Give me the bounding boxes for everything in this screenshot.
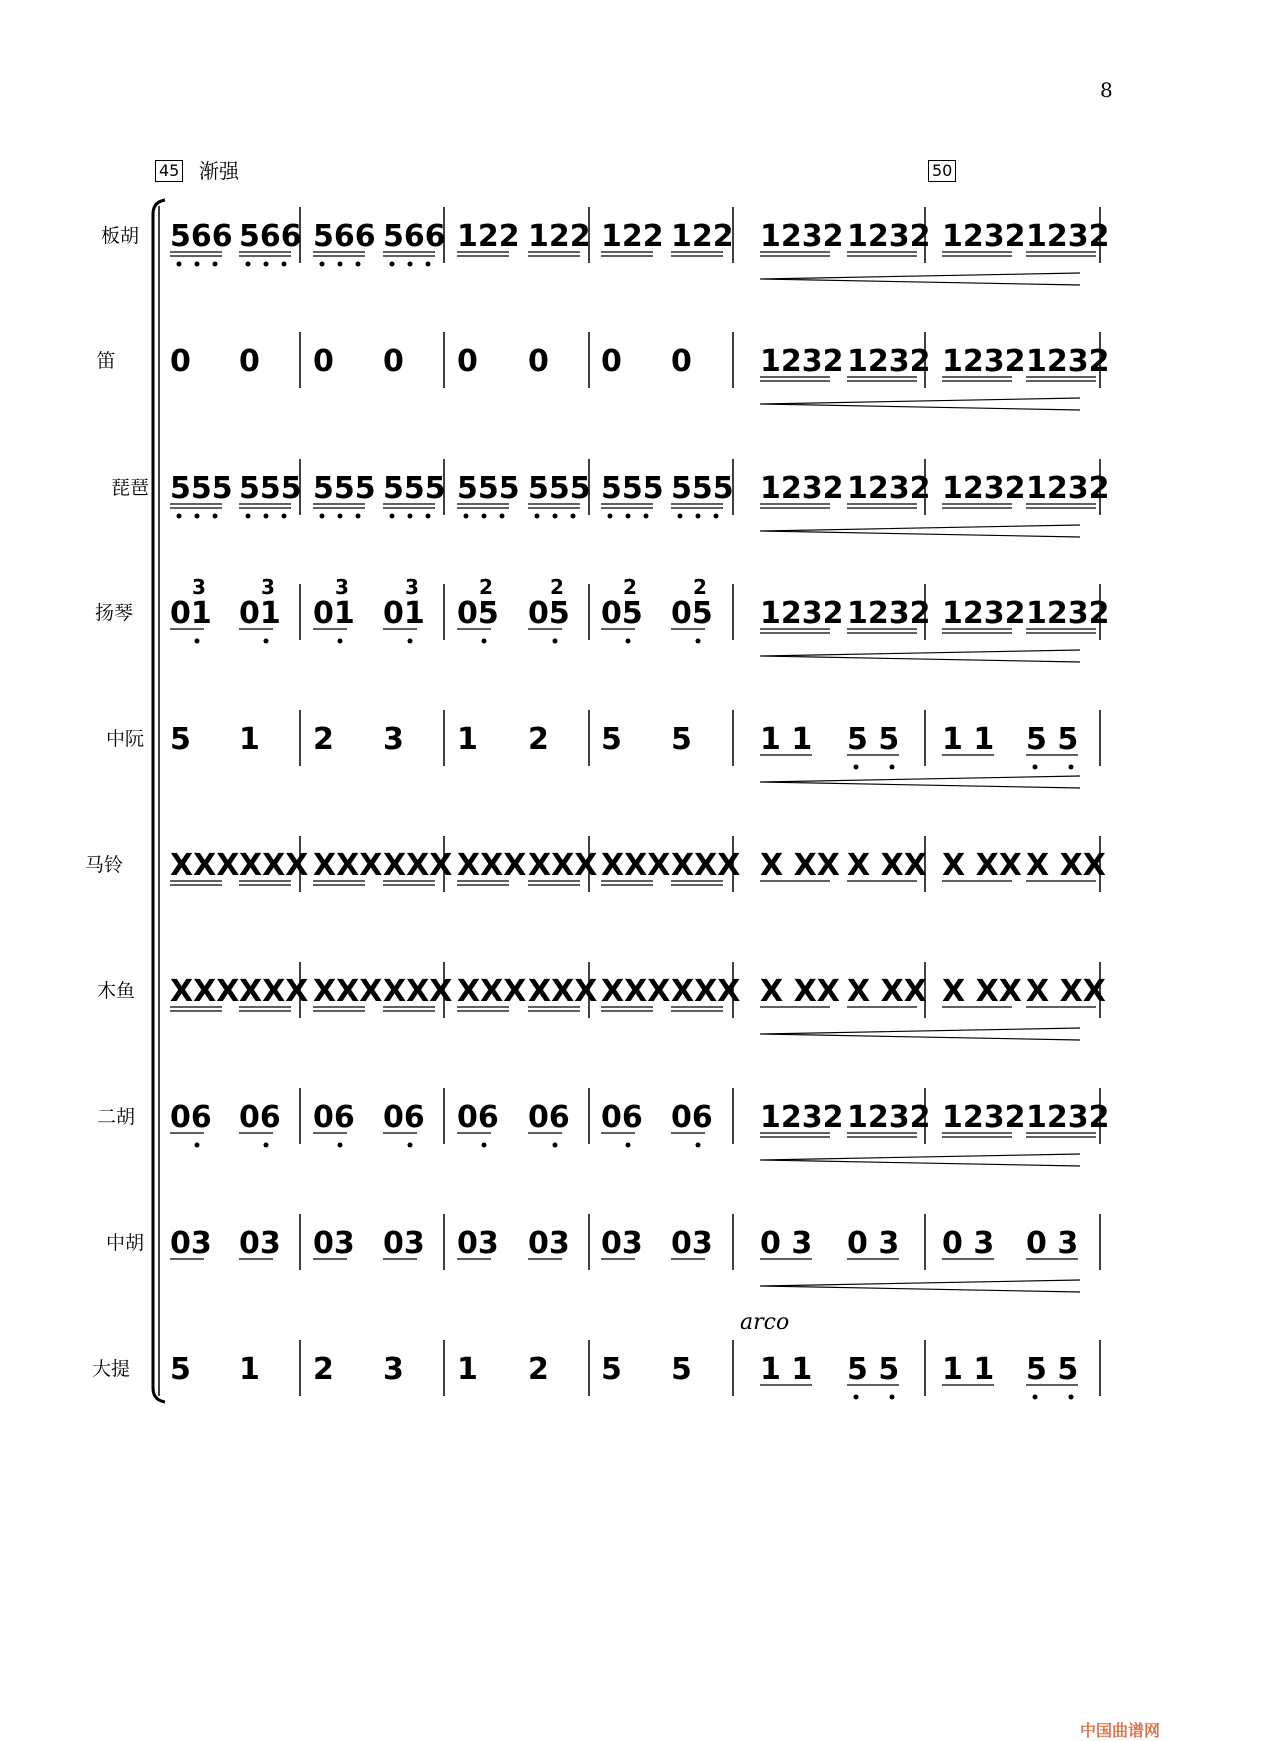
octave-dot xyxy=(1033,765,1038,770)
note-group: X XX xyxy=(942,974,1022,1009)
note-group: XXX xyxy=(239,974,309,1009)
octave-dot xyxy=(854,1395,859,1400)
note-group: XXX xyxy=(671,848,741,883)
instrument-label: 大提 xyxy=(91,1358,131,1380)
note-group: 1232 xyxy=(942,344,1026,379)
note-group: XXX xyxy=(671,974,741,1009)
note-group: 3 xyxy=(383,1352,404,1387)
crescendo-hairpin xyxy=(760,776,1080,788)
octave-dot xyxy=(338,514,343,519)
note-group: X XX xyxy=(942,848,1022,883)
grace-note: 3 xyxy=(261,575,275,599)
note-group: 1232 xyxy=(760,1100,844,1135)
note-group: 2 xyxy=(313,722,334,757)
note-group: 5 xyxy=(170,722,191,757)
note-group: XXX xyxy=(239,848,309,883)
octave-dot xyxy=(282,262,287,267)
note-group: 05 xyxy=(457,596,499,631)
octave-dot xyxy=(195,262,200,267)
note-group: 1232 xyxy=(942,219,1026,254)
note-group: 5 5 xyxy=(1026,1352,1079,1387)
note-group: 1232 xyxy=(760,471,844,506)
note-group: 555 xyxy=(383,471,446,506)
note-group: 1232 xyxy=(847,219,931,254)
octave-dot xyxy=(482,514,487,519)
octave-dot xyxy=(264,514,269,519)
note-group: XXX xyxy=(601,848,671,883)
octave-dot xyxy=(213,514,218,519)
note-group: 0 xyxy=(170,344,191,379)
octave-dot xyxy=(338,1143,343,1148)
note-group: 1232 xyxy=(847,471,931,506)
octave-dot xyxy=(482,639,487,644)
note-group: XXX xyxy=(528,848,598,883)
note-group: XXX xyxy=(601,974,671,1009)
note-group: XXX xyxy=(383,848,453,883)
octave-dot xyxy=(1069,765,1074,770)
crescendo-hairpin xyxy=(760,650,1080,662)
octave-dot xyxy=(408,514,413,519)
note-group: 555 xyxy=(239,471,302,506)
note-group: 1232 xyxy=(847,344,931,379)
octave-dot xyxy=(714,514,719,519)
note-group: 1 1 xyxy=(942,1352,995,1387)
note-group: XXX xyxy=(457,848,527,883)
note-group: 566 xyxy=(383,219,446,254)
instrument-label: 琵琶 xyxy=(110,477,150,499)
note-group: X XX xyxy=(1026,974,1106,1009)
note-group: 555 xyxy=(170,471,233,506)
octave-dot xyxy=(626,1143,631,1148)
octave-dot xyxy=(608,514,613,519)
note-group: 566 xyxy=(239,219,302,254)
octave-dot xyxy=(177,262,182,267)
octave-dot xyxy=(338,262,343,267)
octave-dot xyxy=(626,514,631,519)
note-group: 06 xyxy=(457,1100,499,1135)
octave-dot xyxy=(464,514,469,519)
note-group: 0 3 xyxy=(942,1226,995,1261)
octave-dot xyxy=(390,262,395,267)
note-group: 5 5 xyxy=(847,1352,900,1387)
note-group: X XX xyxy=(847,848,927,883)
note-group: 1232 xyxy=(1026,596,1110,631)
note-group: 1232 xyxy=(1026,219,1110,254)
note-group: 05 xyxy=(601,596,643,631)
note-group: 555 xyxy=(671,471,734,506)
instrument-label: 马铃 xyxy=(84,854,124,876)
octave-dot xyxy=(644,514,649,519)
instrument-label: 中胡 xyxy=(105,1232,145,1254)
octave-dot xyxy=(426,262,431,267)
instrument-label: 中阮 xyxy=(105,728,145,750)
crescendo-hairpin xyxy=(760,273,1080,285)
octave-dot xyxy=(482,1143,487,1148)
octave-dot xyxy=(408,1143,413,1148)
octave-dot xyxy=(553,639,558,644)
crescendo-hairpin xyxy=(760,1154,1080,1166)
note-group: 0 xyxy=(313,344,334,379)
note-group: 1232 xyxy=(942,596,1026,631)
octave-dot xyxy=(854,765,859,770)
note-group: 0 3 xyxy=(847,1226,900,1261)
note-group: 1232 xyxy=(847,596,931,631)
note-group: 1 1 xyxy=(760,722,813,757)
note-group: 06 xyxy=(239,1100,281,1135)
grace-note: 2 xyxy=(623,575,637,599)
note-group: 03 xyxy=(671,1226,713,1261)
note-group: 1232 xyxy=(760,596,844,631)
instrument-label: 木鱼 xyxy=(96,980,136,1002)
octave-dot xyxy=(696,639,701,644)
note-group: 0 xyxy=(601,344,622,379)
octave-dot xyxy=(338,639,343,644)
note-group: 06 xyxy=(528,1100,570,1135)
octave-dot xyxy=(626,639,631,644)
octave-dot xyxy=(553,1143,558,1148)
note-group: 03 xyxy=(457,1226,499,1261)
note-group: 122 xyxy=(601,219,664,254)
note-group: XXX xyxy=(457,974,527,1009)
note-group: 06 xyxy=(601,1100,643,1135)
watermark: 中国曲谱网 xyxy=(1080,1721,1161,1740)
octave-dot xyxy=(195,639,200,644)
note-group: 01 xyxy=(383,596,425,631)
note-group: XXX xyxy=(313,848,383,883)
note-group: 122 xyxy=(528,219,591,254)
note-group: 1232 xyxy=(760,219,844,254)
octave-dot xyxy=(195,514,200,519)
grace-note: 2 xyxy=(550,575,564,599)
octave-dot xyxy=(1033,1395,1038,1400)
octave-dot xyxy=(264,1143,269,1148)
note-group: X XX xyxy=(1026,848,1106,883)
octave-dot xyxy=(696,514,701,519)
note-group: 03 xyxy=(239,1226,281,1261)
octave-dot xyxy=(500,514,505,519)
note-group: 1 xyxy=(239,722,260,757)
crescendo-hairpin xyxy=(760,1280,1080,1292)
instrument-label: 二胡 xyxy=(96,1106,136,1128)
octave-dot xyxy=(356,514,361,519)
note-group: 01 xyxy=(239,596,281,631)
note-group: 0 xyxy=(239,344,260,379)
octave-dot xyxy=(246,262,251,267)
crescendo-hairpin xyxy=(760,398,1080,410)
note-group: 06 xyxy=(383,1100,425,1135)
note-group: 06 xyxy=(313,1100,355,1135)
octave-dot xyxy=(426,514,431,519)
octave-dot xyxy=(264,262,269,267)
octave-dot xyxy=(696,1143,701,1148)
note-group: 1232 xyxy=(1026,471,1110,506)
instrument-label: 笛 xyxy=(96,350,116,372)
octave-dot xyxy=(678,514,683,519)
note-group: 0 3 xyxy=(1026,1226,1079,1261)
note-group: 122 xyxy=(457,219,520,254)
note-group: 555 xyxy=(457,471,520,506)
octave-dot xyxy=(535,514,540,519)
note-group: 2 xyxy=(528,722,549,757)
note-group: 122 xyxy=(671,219,734,254)
octave-dot xyxy=(246,514,251,519)
note-group: 0 3 xyxy=(760,1226,813,1261)
octave-dot xyxy=(195,1143,200,1148)
note-group: 1232 xyxy=(1026,344,1110,379)
note-group: 1232 xyxy=(1026,1100,1110,1135)
octave-dot xyxy=(213,262,218,267)
note-group: 2 xyxy=(313,1352,334,1387)
note-group: 555 xyxy=(528,471,591,506)
note-group: 1232 xyxy=(760,344,844,379)
note-group: XXX xyxy=(170,974,240,1009)
note-group: 566 xyxy=(170,219,233,254)
note-group: 03 xyxy=(383,1226,425,1261)
grace-note: 3 xyxy=(405,575,419,599)
note-group: 05 xyxy=(528,596,570,631)
octave-dot xyxy=(320,514,325,519)
octave-dot xyxy=(553,514,558,519)
rehearsal-mark-50: 50 xyxy=(928,160,956,182)
octave-dot xyxy=(390,514,395,519)
note-group: X XX xyxy=(847,974,927,1009)
note-group: 1232 xyxy=(847,1100,931,1135)
rehearsal-mark-45: 45 xyxy=(155,160,183,182)
note-group: 5 xyxy=(170,1352,191,1387)
octave-dot xyxy=(282,514,287,519)
octave-dot xyxy=(177,514,182,519)
dynamic-crescendo: 渐强 xyxy=(199,159,239,183)
note-group: 1232 xyxy=(942,471,1026,506)
grace-note: 3 xyxy=(335,575,349,599)
note-group: 1232 xyxy=(942,1100,1026,1135)
octave-dot xyxy=(1069,1395,1074,1400)
note-group: 01 xyxy=(170,596,212,631)
octave-dot xyxy=(320,262,325,267)
octave-dot xyxy=(571,514,576,519)
note-group: 0 xyxy=(528,344,549,379)
note-group: 1 xyxy=(239,1352,260,1387)
note-group: 05 xyxy=(671,596,713,631)
instrument-label: 板胡 xyxy=(100,225,140,247)
note-group: 03 xyxy=(601,1226,643,1261)
note-group: 2 xyxy=(528,1352,549,1387)
note-group: 1 xyxy=(457,1352,478,1387)
arco-marking: arco xyxy=(740,1310,790,1335)
note-group: 01 xyxy=(313,596,355,631)
note-group: XXX xyxy=(170,848,240,883)
note-group: 0 xyxy=(671,344,692,379)
note-group: 1 1 xyxy=(760,1352,813,1387)
note-group: 1 1 xyxy=(942,722,995,757)
note-group: 5 xyxy=(671,722,692,757)
note-group: 03 xyxy=(313,1226,355,1261)
note-group: 5 xyxy=(601,722,622,757)
note-group: 5 5 xyxy=(847,722,900,757)
octave-dot xyxy=(408,639,413,644)
note-group: 03 xyxy=(528,1226,570,1261)
octave-dot xyxy=(356,262,361,267)
note-group: XXX xyxy=(528,974,598,1009)
note-group: 06 xyxy=(671,1100,713,1135)
note-group: 0 xyxy=(457,344,478,379)
crescendo-hairpin xyxy=(760,1028,1080,1040)
note-group: 1 xyxy=(457,722,478,757)
octave-dot xyxy=(264,639,269,644)
octave-dot xyxy=(890,1395,895,1400)
note-group: XXX xyxy=(313,974,383,1009)
note-group: 555 xyxy=(601,471,664,506)
note-group: 5 xyxy=(671,1352,692,1387)
note-group: X XX xyxy=(760,848,840,883)
grace-note: 3 xyxy=(192,575,206,599)
note-group: 566 xyxy=(313,219,376,254)
note-group: X XX xyxy=(760,974,840,1009)
octave-dot xyxy=(408,262,413,267)
note-group: XXX xyxy=(383,974,453,1009)
octave-dot xyxy=(890,765,895,770)
note-group: 555 xyxy=(313,471,376,506)
crescendo-hairpin xyxy=(760,525,1080,537)
note-group: 0 xyxy=(383,344,404,379)
grace-note: 2 xyxy=(479,575,493,599)
note-group: 5 5 xyxy=(1026,722,1079,757)
note-group: 03 xyxy=(170,1226,212,1261)
note-group: 06 xyxy=(170,1100,212,1135)
grace-note: 2 xyxy=(693,575,707,599)
page-number: 8 xyxy=(1100,78,1113,102)
note-group: 5 xyxy=(601,1352,622,1387)
instrument-label: 扬琴 xyxy=(94,602,134,624)
note-group: 3 xyxy=(383,722,404,757)
